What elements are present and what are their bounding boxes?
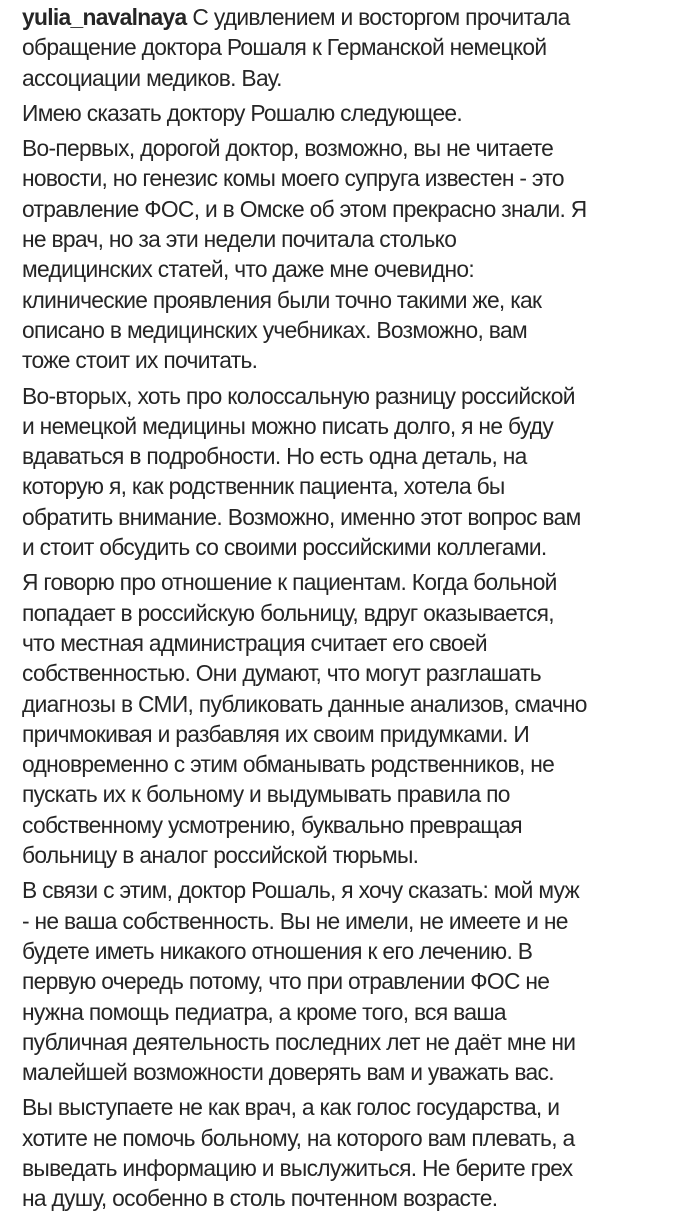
caption-paragraph <box>22 133 700 375</box>
caption-line <box>22 98 694 128</box>
caption-line <box>22 719 694 749</box>
caption-line <box>22 689 694 719</box>
caption-text: новости, но генезис комы моего супруга известен - это <box>22 165 564 192</box>
caption-line <box>22 567 694 597</box>
caption-text: малейшей возможности доверять вам и уважать вас. <box>22 1059 554 1086</box>
caption-text: Имею сказать доктору Рошалю следующее. <box>22 99 463 126</box>
caption-text: и немецкой медицины можно писать долго, я не буду <box>22 412 554 439</box>
caption-line <box>22 1092 694 1122</box>
caption-line <box>22 906 694 936</box>
caption-text: пускать их к больному и выдумывать правила по <box>22 781 510 808</box>
caption-text: будете иметь никакого отношения к его лечению. В <box>22 937 533 964</box>
caption-text: собственностью. Они думают, что могут разглашать <box>22 660 541 687</box>
caption-line <box>22 285 694 315</box>
caption-paragraph <box>22 567 700 870</box>
caption-text: описано в медицинских учебниках. Возможно, вам <box>22 316 527 343</box>
caption-line <box>22 1153 694 1183</box>
caption-text: обратить внимание. Возможно, именно этот вопрос вам <box>22 503 581 530</box>
caption-line <box>22 2 694 32</box>
caption-paragraph <box>22 2 700 93</box>
caption-text: собственному усмотрению, буквально превращая <box>22 811 522 838</box>
caption-line <box>22 471 694 501</box>
caption-line <box>22 163 694 193</box>
caption-text: ассоциации медиков. Вау. <box>22 64 282 91</box>
caption-text: тоже стоит их почитать. <box>22 347 258 374</box>
caption-line <box>22 1183 694 1213</box>
caption-text: диагнозы в СМИ, публиковать данные анализов, смачно <box>22 690 587 717</box>
caption-line <box>22 658 694 688</box>
caption-text: одновременно с этим обманывать родственников, не <box>22 751 555 778</box>
caption-line <box>22 779 694 809</box>
caption-line <box>22 532 694 562</box>
caption-line <box>22 628 694 658</box>
caption-line <box>22 315 694 345</box>
caption-line <box>22 194 694 224</box>
caption-text: причмокивая и разбавляя их своим придумками. И <box>22 720 530 747</box>
caption-line <box>22 441 694 471</box>
caption-text: В связи с этим, доктор Рошаль, я хочу сказать: мой муж <box>22 877 580 904</box>
caption-text: С удивлением и восторгом прочитала <box>192 4 570 30</box>
caption-text: выведать информацию и выслужиться. Не берите грех <box>22 1154 573 1181</box>
caption-line <box>22 345 694 375</box>
caption-text: клинические проявления были точно такими же, как <box>22 286 542 313</box>
caption-line <box>22 749 694 779</box>
caption-line <box>22 840 694 870</box>
caption-text: первую очередь потому, что при отравлении ФОС не <box>22 968 550 995</box>
caption-line <box>22 810 694 840</box>
caption-paragraph <box>22 381 700 563</box>
caption-text: Я говорю про отношение к пациентам. Когда больной <box>22 569 557 596</box>
caption-text: обращение доктора Рошаля к Германской немецкой <box>22 34 547 61</box>
caption-text: Во-вторых, хоть про колоссальную разницу российской <box>22 382 575 409</box>
caption-line <box>22 1123 694 1153</box>
caption-line <box>22 224 694 254</box>
caption-text: и стоит обсудить со своими российскими коллегами. <box>22 534 547 561</box>
username-link[interactable]: yulia_navalnaya <box>22 4 187 30</box>
caption-text: больницу в аналог российской тюрьмы. <box>22 842 419 869</box>
caption-line <box>22 997 694 1027</box>
caption-line <box>22 32 694 62</box>
caption-text: нужна помощь педиатра, а кроме того, вся ваша <box>22 998 506 1025</box>
caption-line <box>22 1027 694 1057</box>
caption-line <box>22 63 694 93</box>
caption-line <box>22 502 694 532</box>
caption-text: не врач, но за эти недели почитала столько <box>22 226 457 253</box>
caption-text: - не ваша собственность. Вы не имели, не имеете и не <box>22 907 568 934</box>
caption-text: которую я, как родственник пациента, хотела бы <box>22 473 505 500</box>
caption-text: попадает в российскую больницу, вдруг оказывается, <box>22 599 554 626</box>
caption-paragraph <box>22 875 700 1087</box>
caption-line <box>22 254 694 284</box>
caption-line <box>22 966 694 996</box>
caption-text: на душу, особенно в столь почтенном возрасте. <box>22 1185 498 1212</box>
caption-text: хотите не помочь больному, на которого вам плевать, а <box>22 1124 575 1151</box>
caption-line <box>22 411 694 441</box>
caption-text: Вы выступаете не как врач, а как голос государства, и <box>22 1094 560 1121</box>
caption-text: Во-первых, дорогой доктор, возможно, вы не читаете <box>22 135 554 162</box>
caption-text: вдаваться в подробности. Но есть одна деталь, на <box>22 443 527 470</box>
caption-line <box>22 936 694 966</box>
caption-line <box>22 133 694 163</box>
caption-paragraph <box>22 1092 700 1213</box>
caption-text: медицинских статей, что даже мне очевидно: <box>22 256 475 283</box>
caption-line <box>22 598 694 628</box>
caption-text: что местная администрация считает его своей <box>22 629 487 656</box>
caption-text: отравление ФОС, и в Омске об этом прекрасно знали. Я <box>22 195 587 222</box>
caption-line <box>22 875 694 905</box>
caption-paragraph <box>22 98 700 128</box>
caption-line <box>22 381 694 411</box>
caption-text: публичная деятельность последних лет не даёт мне ни <box>22 1028 576 1055</box>
